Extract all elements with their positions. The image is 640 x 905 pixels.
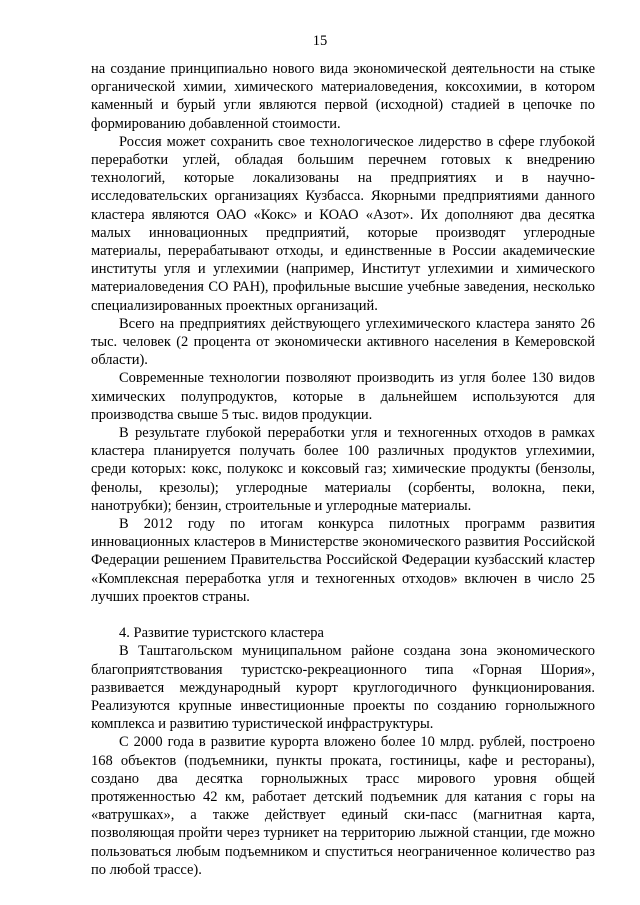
paragraph-employment: Всего на предприятиях действующего углехимического кластера занято 26 тыс. человек (2 процента от экономически активного населения в Кемеровской области). <box>91 315 595 369</box>
section-heading: 4. Развитие туристского кластера <box>119 625 324 642</box>
paragraph-2012-contest: В 2012 году по итогам конкурса пилотных программ развития инновационных кластеров в Министерстве экономического развития Российской Федерации решением Правительства Российской Федерации кузбасский кластер «Комплексная переработка угля и техногенных отходов» включен в число 25 лучших проектов страны. <box>91 516 595 605</box>
page-number: 15 <box>312 33 328 49</box>
paragraph-continuation: на создание принципиально нового вида экономической деятельности на стыке органической химии, химического материаловедения, коксохимии, в котором каменный и бурый угли являются первой (исходной) стадией в цепочке по формированию добавленной стоимости. <box>91 61 595 132</box>
paragraph-modern-technologies: Современные технологии позволяют производить из угля более 130 видов химических полупродуктов, которые в дальнейшем используются для производства свыше 5 тыс. видов продукции. <box>91 370 595 423</box>
paragraph-gornaya-shoria: В Таштагольском муниципальном районе создана зона экономического благоприятствования туристско-рекреационного типа «Горная Шория», развивается международный курорт круглогодичного функционирования. Реализуются крупные инвестиционные проекты по созданию горнолыжного комплекса и развитию туристической инфраструктуры. <box>91 643 595 733</box>
paragraph-tech-leadership: Россия может сохранить свое технологическое лидерство в сфере глубокой переработки углей, обладая большим перечнем готовых к внедрению технологий, которые локализованы на предприятиях и в научно-исследовательских организациях Кузбасса. Якорными предприятиями данного кластера являются ОАО «Кокс» и КОАО «Азот». Их дополняют два десятка малых инновационных предприятий, которые производят углеродные материалы, перерабатывают отходы, и единственные в России академические институты угля и углехимии (например, Институт углехимии и химического материаловедения СО РАН), профильные высшие учебные заведения, несколько специализированных проектных организаций. <box>91 133 595 314</box>
body-text <box>91 60 595 879</box>
paragraph-resort-investment: С 2000 года в развитие курорта вложено более 10 млрд. рублей, построено 168 объектов (подъемники, пункты проката, гостиницы, кафе и рестораны), создано два десятка горнолыжных трасс мирового уровня общей протяженностью 42 км, работает детский подъемник для катания с горы на «ватрушках», а также действует единый ски-пасс (магнитная карта, позволяющая пройти через турникет на территорию лыжной станции, где можно пользоваться любым подъемником и спуститься неограниченное количество раз по любой трассе). <box>91 734 595 878</box>
paragraph-deep-processing: В результате глубокой переработки угля и техногенных отходов в рамках кластера планируется получать более 100 различных продуктов углехимии, среди которых: кокс, полукокс и коксовый газ; химические продукты (бензолы, фенолы, крезолы); углеродные материалы (сорбенты, волокна, пеки, нанотрубки); бензин, строительные и углеродные материалы. <box>91 425 595 514</box>
section-gap <box>91 606 595 624</box>
